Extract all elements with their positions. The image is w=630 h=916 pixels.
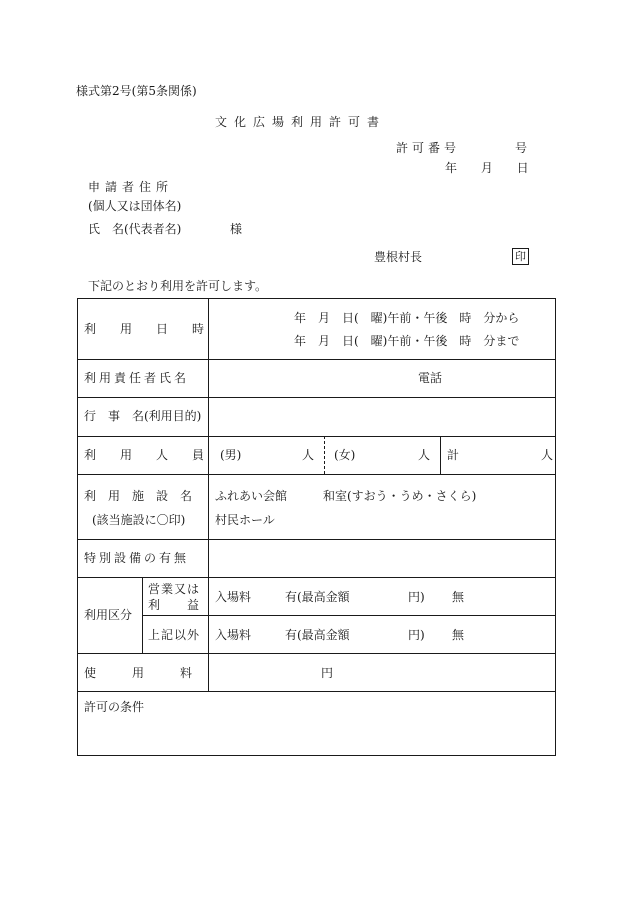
other-usage-label: 上記以外 [148,628,201,642]
applicant-address-label: 申請者住所 [88,180,174,194]
row-divider [142,615,555,616]
facility-sublabel: (該当施設に〇印) [92,513,186,527]
facility-option-line2: 村民ホール [215,513,275,527]
row-divider [78,691,555,692]
commercial-fee-presence: 有(最高金額 [285,590,350,604]
usage-label: 利用区分 [84,608,133,622]
intro-text: 下記のとおり利用を許可します。 [88,279,268,293]
row-divider [78,539,555,540]
column-divider [208,299,209,691]
issuer-name: 豊根村長 [374,250,423,264]
people-label: 利 用 人 員 [84,448,205,462]
fee-yen: 円 [321,666,334,680]
row-divider [78,577,555,578]
datetime-to: 年 月 日( 曜)午前・午後 時 分まで [294,334,520,348]
honorific: 様 [230,222,243,236]
row-divider [78,436,555,437]
row-divider [78,397,555,398]
datetime-from: 年 月 日( 曜)午前・午後 時 分から [294,311,520,325]
other-fee-none: 無 [452,628,465,642]
permit-number-label: 許可番号 [396,141,461,155]
row-divider [78,359,555,360]
datetime-label: 利 用 日 時 [84,322,205,336]
column-divider [142,577,143,653]
fee-label: 使 用 料 [84,666,193,680]
issue-date-line: 年 月 日 [445,161,529,175]
total-unit: 人 [541,448,554,462]
female-label: (女) [334,448,356,462]
equipment-label: 特別設備の有無 [84,551,190,565]
male-label: (男) [220,448,242,462]
other-fee-label: 入場料 [215,628,252,642]
manager-phone-label: 電話 [418,371,443,385]
document-title: 文化広場利用許可書 [215,115,387,129]
applicant-address-sublabel: (個人又は団体名) [88,199,182,213]
facility-label: 利 用 施 設 名 [84,489,193,503]
permit-table [77,298,556,756]
female-unit: 人 [418,448,431,462]
column-divider [440,436,441,474]
commercial-fee-none: 無 [452,590,465,604]
applicant-name-label: 氏 名(代表者名) [88,222,182,236]
commercial-fee-label: 入場料 [215,590,252,604]
row-divider [78,653,555,654]
commercial-label-line2: 利 益 [148,598,201,612]
other-fee-presence: 有(最高金額 [285,628,350,642]
dashed-divider [324,436,325,474]
commercial-label-line1: 営業又は [148,582,201,596]
commercial-fee-yen: 円) [408,590,425,604]
permit-number-suffix: 号 [515,141,528,155]
seal-stamp: 印 [512,248,529,265]
facility-option-line1: ふれあい会館 和室(すおう・うめ・さくら) [215,489,477,503]
conditions-label: 許可の条件 [84,700,145,714]
form-number: 様式第2号(第5条関係) [76,84,197,98]
other-fee-yen: 円) [408,628,425,642]
event-label: 行 事 名(利用目的) [84,409,202,423]
male-unit: 人 [302,448,315,462]
row-divider [78,474,555,475]
total-label: 計 [447,448,460,462]
manager-label: 利用責任者氏名 [84,371,190,385]
